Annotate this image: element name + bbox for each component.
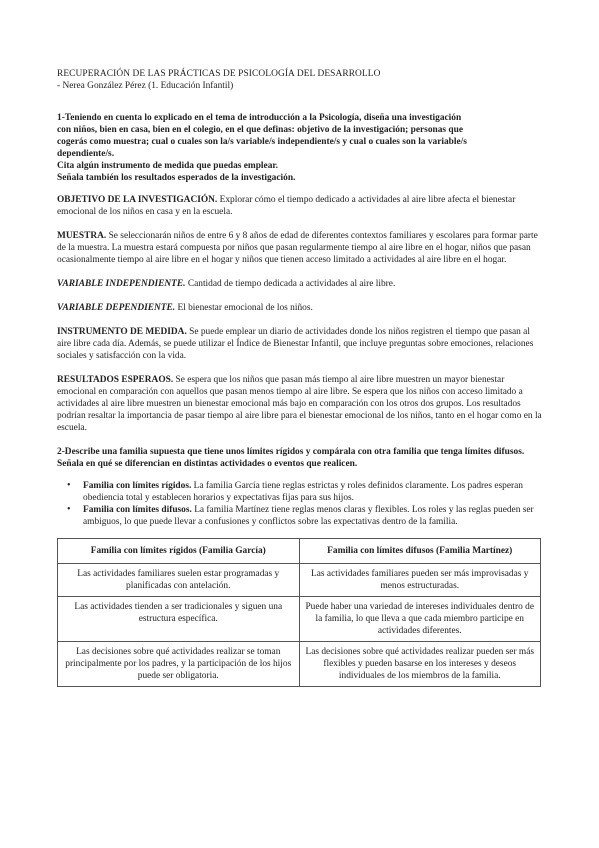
dependent-variable-text: El bienestar emocional de los niños.	[175, 303, 313, 313]
table-header-cell: Familia con límites difusos (Familia Martínez)	[299, 539, 541, 564]
table-cell: Las decisiones sobre qué actividades realizar se toman principalmente por los padres, y la participación de los hijos puede ser obligatoria.	[58, 642, 300, 687]
table-header-row	[58, 539, 541, 564]
list-item	[83, 504, 544, 528]
question-1-line: Señala también los resultados esperados de la investigación.	[57, 173, 296, 183]
independent-variable-text: Cantidad de tiempo dedicada a actividades al aire libre.	[185, 279, 396, 289]
instrument-label: INSTRUMENTO DE MEDIDA.	[57, 327, 187, 337]
question-2: 2-Describe una familia supuesta que tiene unos límites rígidos y compárala con otra familia que tenga límites difusos. Señala en qué se diferencian en distintas actividades o eventos que realicen.	[57, 447, 525, 469]
results-text: Se espera que los niños que pasan más tiempo al aire libre muestren un mayor bienestar emocional en comparación con aquellos que pasan menos tiempo al aire libre. Se espera que los niños con acceso limitado a actividades al aire libre muestren un bienestar emocional más bajo en comparación con los otros dos grupos. Los resultados podrían resaltar la importancia de pasar tiempo al aire libre para el bienestar emocional de los niños, tanto en el hogar como en la escuela.	[57, 375, 542, 433]
document-page	[57, 68, 544, 687]
question-1-line: Cita algún instrumento de medida que puedas emplear.	[57, 161, 279, 171]
objective-paragraph	[57, 194, 544, 218]
table-cell: Las decisiones sobre qué actividades realizar pueden ser más flexibles y pueden basarse en los intereses y deseos individuales de los miembros de la familia.	[299, 642, 541, 687]
table-cell: Puede haber una variedad de intereses individuales dentro de la familia, lo que lleva a que cada miembro participe en actividades diferentes.	[299, 597, 541, 642]
objective-text: Explorar cómo el tiempo dedicado a actividades al aire libre afecta el bienestar emocional de los niños en casa y en la escuela.	[57, 195, 516, 217]
sample-paragraph	[57, 230, 544, 266]
table-row	[58, 564, 541, 597]
question-1-line: con niños, bien en casa, bien en el colegio, en el que definas: objetivo de la investigación; personas que	[57, 125, 464, 135]
table-cell: Las actividades tienden a ser tradicionales y siguen una estructura específica.	[58, 597, 300, 642]
instrument-paragraph	[57, 326, 544, 362]
table-row	[58, 597, 541, 642]
document-title: RECUPERACIÓN DE LAS PRÁCTICAS DE PSICOLOGÍA DEL DESARROLLO	[57, 69, 381, 79]
diffuse-family-label: Familia con límites difusos.	[83, 505, 192, 515]
results-label: RESULTADOS ESPERAOS.	[57, 375, 174, 385]
dependent-variable-paragraph	[57, 302, 544, 314]
question-1-line: cogerás como muestra; cual o cuales son la/s variable/s independiente/s y cual o cuales son la variable/s	[57, 137, 467, 147]
question-1-line: dependiente/s.	[57, 149, 115, 159]
family-list	[57, 480, 544, 528]
table-cell: Las actividades familiares suelen estar programadas y planificadas con antelación.	[58, 564, 300, 597]
instrument-text: Se puede emplear un diario de actividades donde los niños registren el tiempo que pasan al aire libre cada día. Además, se puede utilizar el Índice de Bienestar Infantil, que incluye preguntas sobre emociones, relaciones sociales y satisfacción con la vida.	[57, 327, 534, 361]
document-header	[57, 68, 544, 92]
list-item	[83, 480, 544, 504]
table-header-cell: Familia con límites rígidos (Familia García)	[58, 539, 300, 564]
document-author: - Nerea González Pérez (1. Educación Infantil)	[57, 81, 234, 91]
rigid-family-text: La familia García tiene reglas estrictas y roles definidos claramente. Los padres esperan obediencia total y establecen horarios y expectativas fijas para sus hijos.	[83, 481, 523, 503]
question-1-line: 1-Teniendo en cuenta lo explicado en el tema de introducción a la Psicología, diseña una investigación	[57, 113, 462, 123]
sample-label: MUESTRA.	[57, 231, 107, 241]
results-paragraph	[57, 374, 544, 434]
independent-variable-paragraph	[57, 278, 544, 290]
rigid-family-label: Familia con límites rígidos.	[83, 481, 192, 491]
table-cell: Las actividades familiares pueden ser más improvisadas y menos estructuradas.	[299, 564, 541, 597]
question-1	[57, 112, 544, 184]
independent-variable-label: VARIABLE INDEPENDIENTE.	[57, 279, 186, 289]
comparison-table	[57, 538, 541, 687]
table-row	[58, 642, 541, 687]
sample-text: Se seleccionarán niños de entre 6 y 8 años de edad de diferentes contextos familiares y escolares para formar parte de la muestra. La muestra estará compuesta por niños que pasan regularmente tiempo al aire libre en el hogar, niños que pasan ocasionalmente tiempo al aire libre en el hogar y niños que tienen acceso limitado a actividades al aire libre en el hogar.	[57, 231, 538, 265]
diffuse-family-text: La familia Martínez tiene reglas menos claras y flexibles. Los roles y las reglas pueden ser ambiguos, lo que puede llevar a confusiones y conflictos sobre las expectativas dentro de la familia.	[83, 505, 534, 527]
dependent-variable-label: VARIABLE DEPENDIENTE.	[57, 303, 176, 313]
objective-label: OBJETIVO DE LA INVESTIGACIÓN.	[57, 195, 218, 205]
